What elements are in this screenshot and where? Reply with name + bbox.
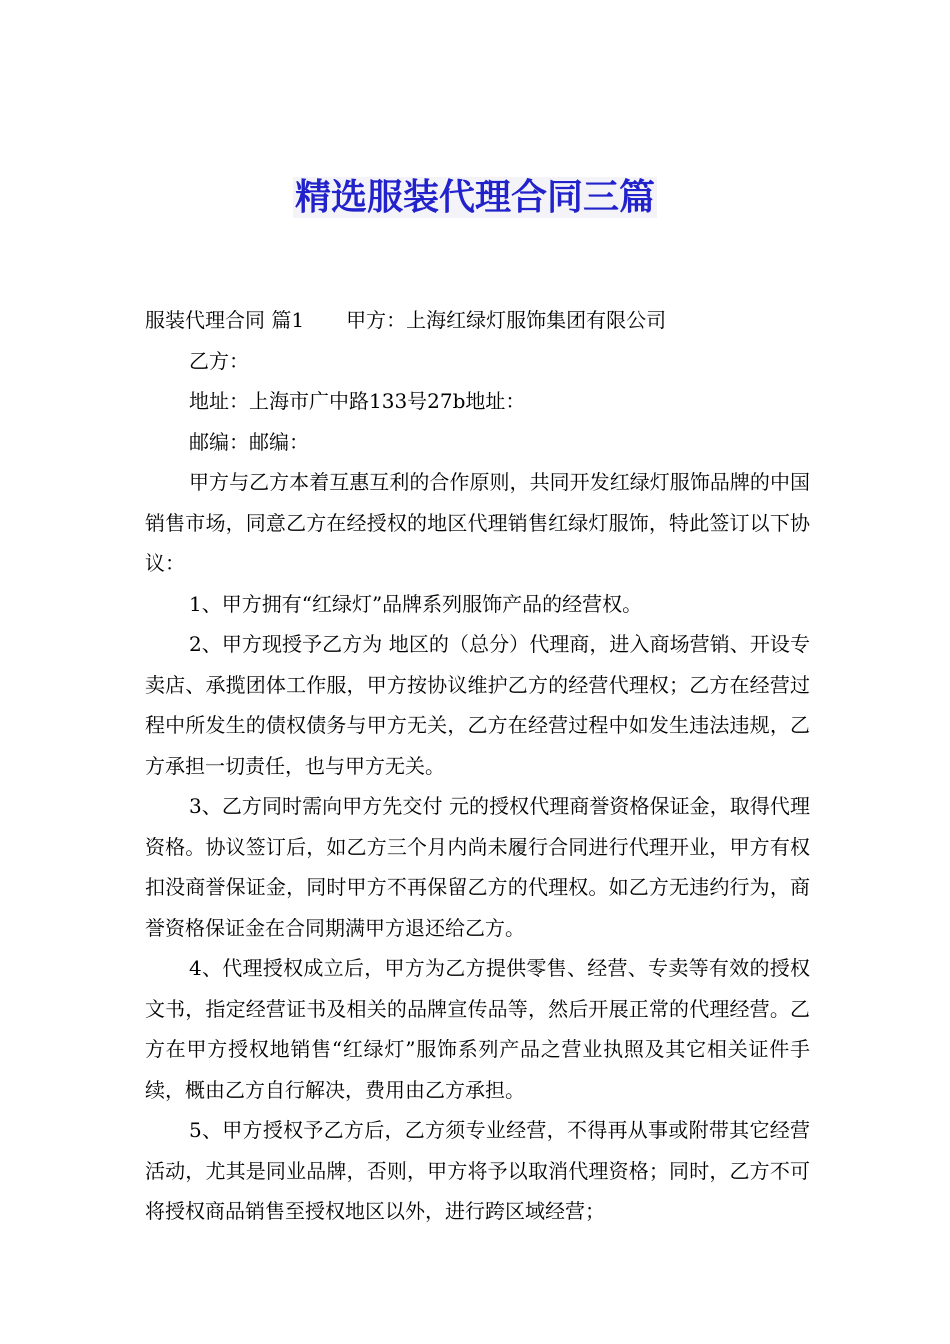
clause-3: 3、乙方同时需向甲方先交付 元的授权代理商誉资格保证金，取得代理资格。协议签订后，如乙方三个月内尚未履行合同进行代理开业，甲方有权扣没商誉保证金，同时甲方不再保留乙方的代理权。如乙方无违约行为，商誉资格保证金在合同期满甲方退还给乙方。 [145, 794, 810, 940]
preamble-paragraph: 甲方与乙方本着互惠互利的合作原则，共同开发红绿灯服饰品牌的中国销售市场，同意乙方在经授权的地区代理销售红绿灯服饰，特此签订以下协议： [145, 470, 810, 575]
party-b-line: 乙方： [189, 348, 249, 373]
document-body [145, 300, 810, 1232]
party-a-line: 甲方：上海红绿灯服饰集团有限公司 [346, 308, 667, 332]
clause-5: 5、甲方授权予乙方后，乙方须专业经营，不得再从事或附带其它经营活动，尤其是同业品牌，否则，甲方将予以取消代理资格；同时，乙方不可将授权商品销售至授权地区以外，进行跨区域经营； [145, 1118, 810, 1223]
clause-4: 4、代理授权成立后，甲方为乙方提供零售、经营、专卖等有效的授权文书，指定经营证书及相关的品牌宣传品等，然后开展正常的代理经营。乙方在甲方授权地销售“红绿灯”服饰系列产品之营业执照及其它相关证件手续，概由乙方自行解决，费用由乙方承担。 [145, 956, 810, 1102]
address-line: 地址：上海市广中路133号27b地址： [189, 389, 526, 413]
clause-1: 1、甲方拥有“红绿灯”品牌系列服饰产品的经营权。 [189, 591, 643, 616]
document-title [0, 172, 950, 224]
clause-2: 2、甲方现授予乙方为 地区的（总分）代理商，进入商场营销、开设专卖店、承揽团体工作服，甲方按协议维护乙方的经营代理权；乙方在经营过程中所发生的债权债务与甲方无关，乙方在经营过程中如发生违法违规，乙方承担一切责任，也与甲方无关。 [145, 632, 810, 778]
header-line [145, 300, 810, 341]
document-title-text: 精选服装代理合同三篇 [294, 177, 655, 218]
section-heading: 服装代理合同 篇1 [145, 308, 305, 332]
postcode-line: 邮编：邮编： [189, 429, 309, 454]
